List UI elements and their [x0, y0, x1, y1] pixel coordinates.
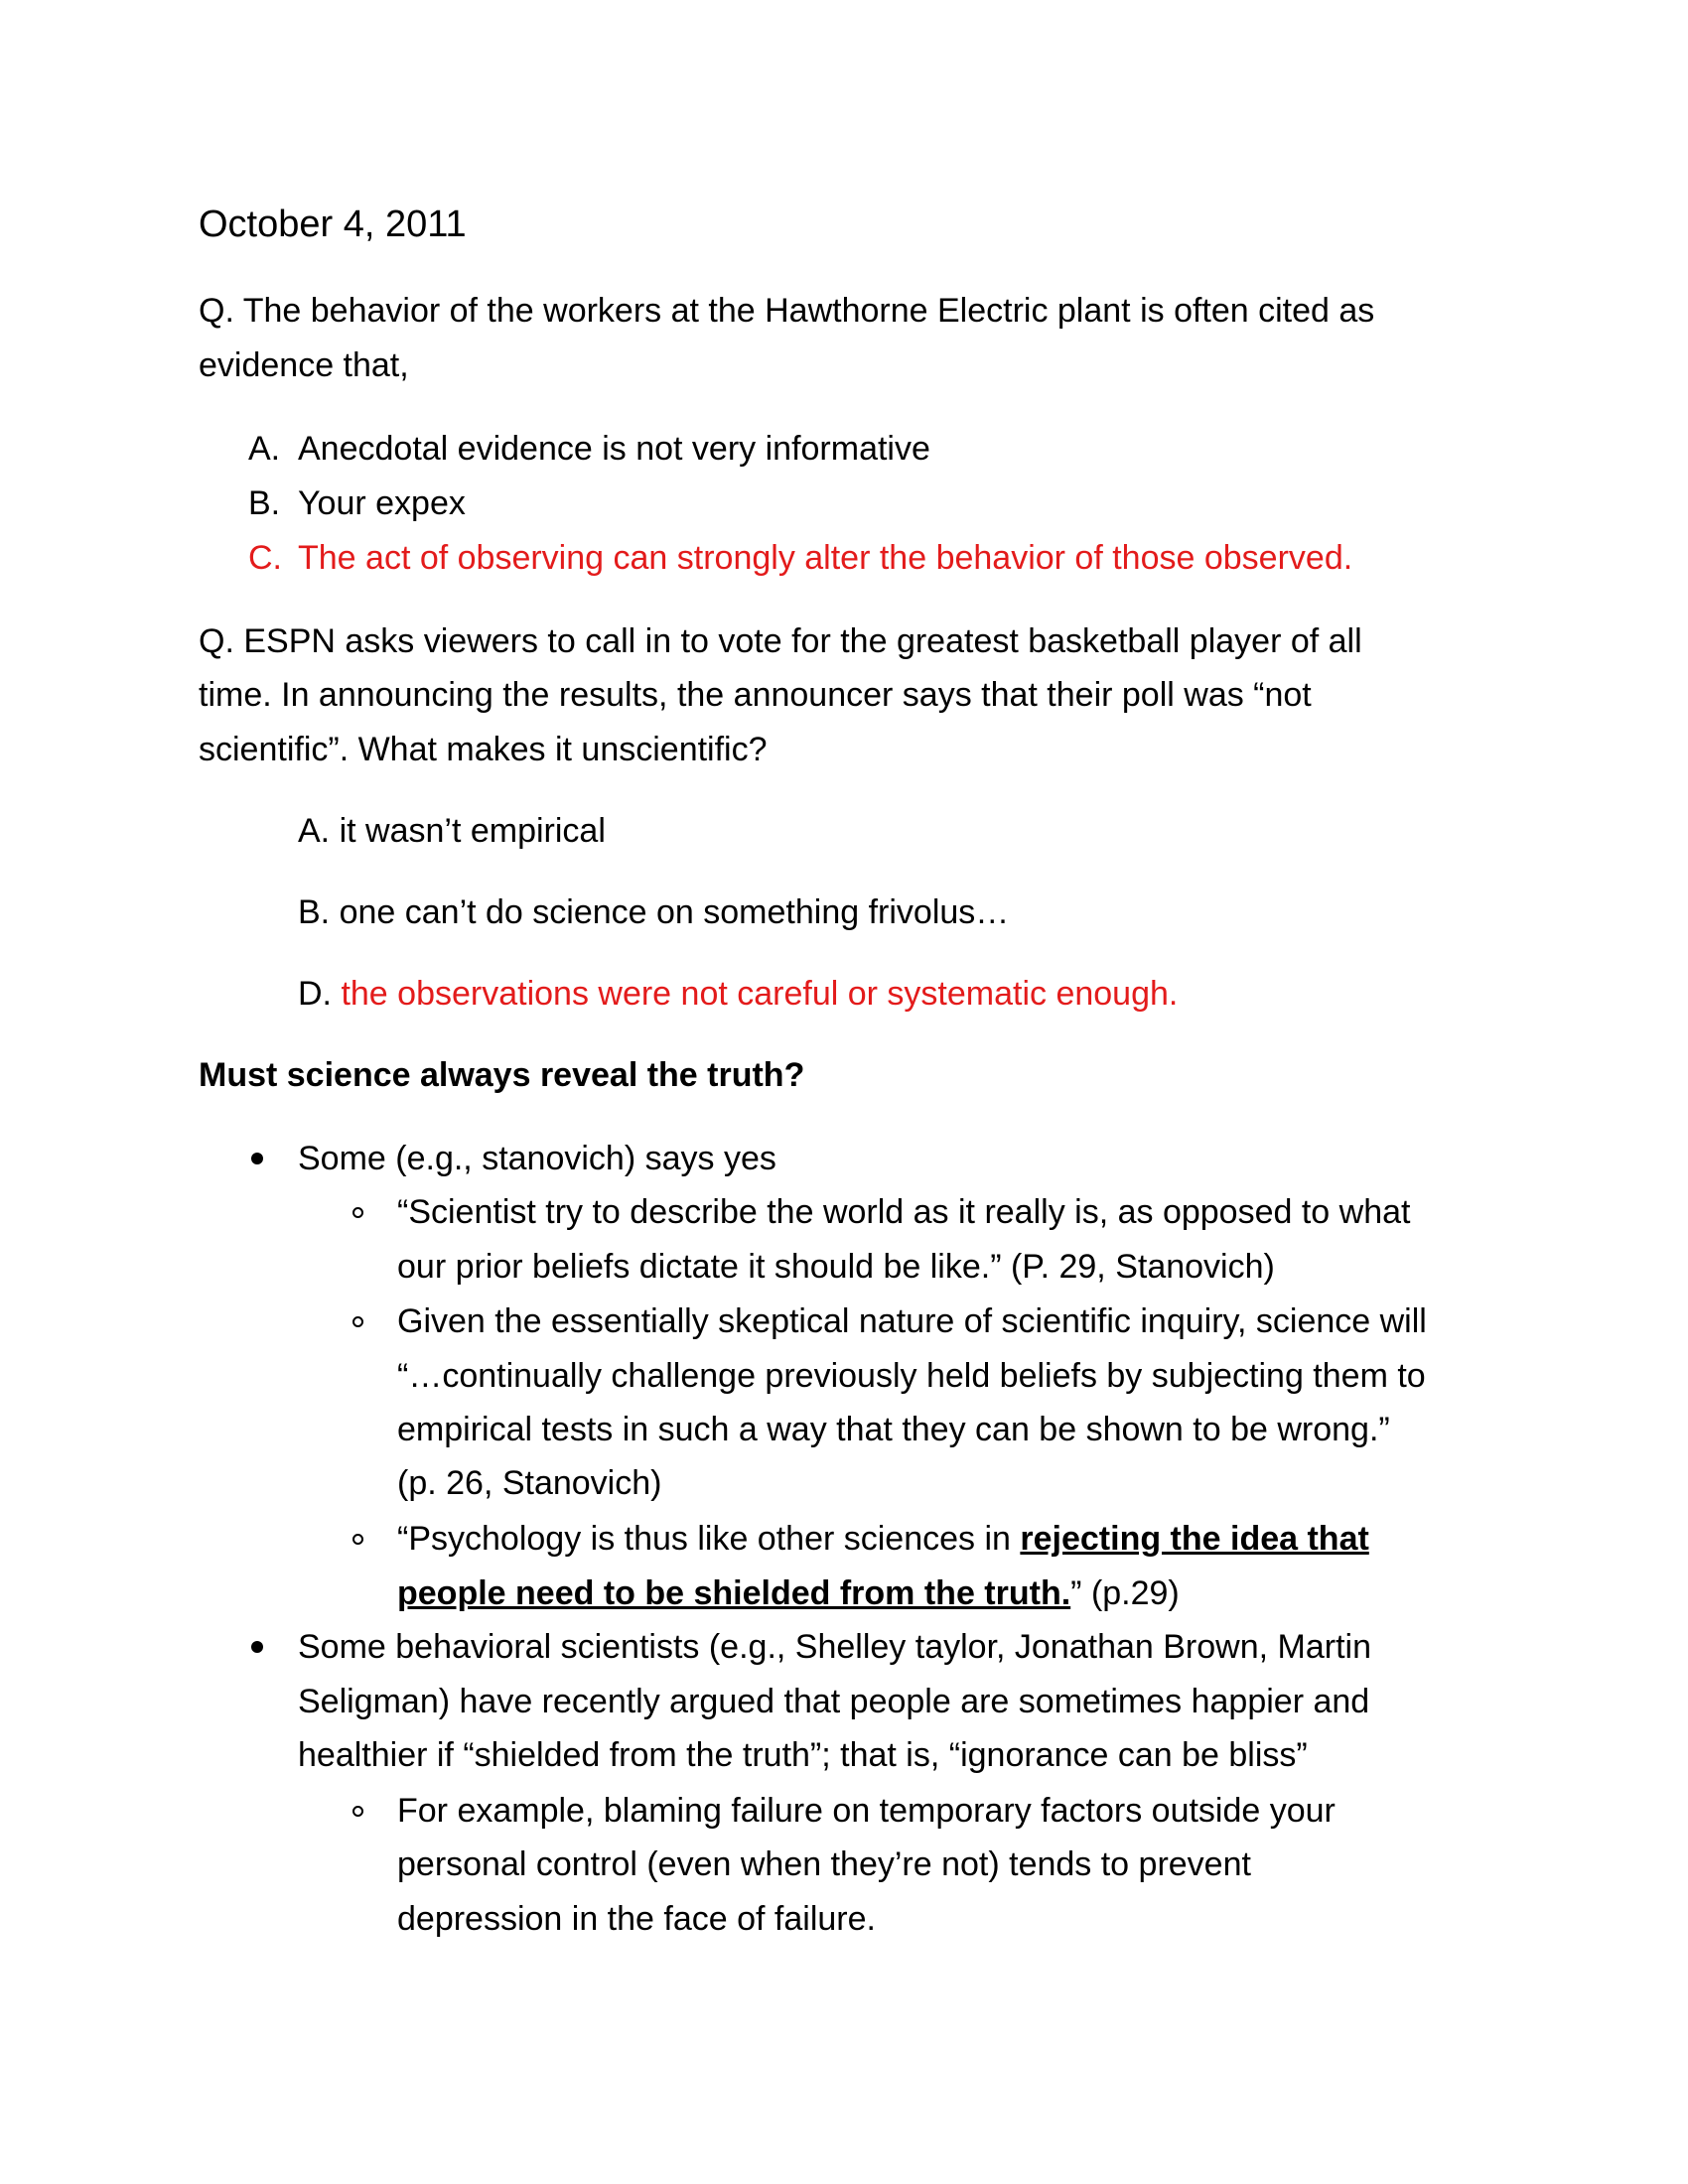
- bullet-disc-icon: [251, 1153, 263, 1164]
- bullet-1-text: Some (e.g., stanovich) says yes: [298, 1140, 776, 1177]
- question-2-line-2: time. In announcing the results, the announcer says that their poll was “not: [199, 676, 1312, 714]
- q1-option-b-letter: B.: [248, 484, 281, 522]
- bullet-2-sub-1-line-1: For example, blaming failure on temporary factors outside your: [397, 1792, 1336, 1830]
- bullet-circle-icon: [352, 1534, 363, 1545]
- bullet-circle-icon: [352, 1806, 363, 1817]
- quote-citation: ” (p.29): [1070, 1574, 1180, 1612]
- q1-option-b-text: Your expex: [298, 484, 466, 522]
- q1-option-c-letter: C.: [248, 539, 282, 577]
- q1-option-a-text: Anecdotal evidence is not very informative: [298, 430, 930, 468]
- question-1-line-2: evidence that,: [199, 346, 409, 384]
- bullet-2-sub-1-line-2: personal control (even when they’re not) tends to prevent: [397, 1845, 1251, 1883]
- q2-option-b-letter: B.: [298, 893, 331, 931]
- quote-lead-text: “Psychology is thus like other sciences in: [397, 1520, 1021, 1558]
- q2-option-a: [298, 811, 606, 851]
- emphasized-quote: rejecting the idea that: [1020, 1520, 1369, 1558]
- bullet-circle-icon: [352, 1207, 363, 1218]
- section-heading: Must science always reveal the truth?: [199, 1056, 805, 1094]
- bullet-1-sub-2-line-2: “…continually challenge previously held beliefs by subjecting them to: [397, 1357, 1426, 1395]
- document-date: October 4, 2011: [199, 204, 467, 245]
- bullet-1-sub-3-line-1: [397, 1519, 1369, 1559]
- question-2-line-3: scientific”. What makes it unscientific?: [199, 731, 768, 768]
- bullet-1-sub-3-line-2: [397, 1573, 1180, 1613]
- q2-option-d: [298, 974, 1178, 1014]
- q2-option-b: [298, 892, 1009, 932]
- bullet-2-line-2: Seligman) have recently argued that people are sometimes happier and: [298, 1683, 1370, 1720]
- q2-option-d-text-correct: the observations were not careful or systematic enough.: [341, 975, 1179, 1013]
- q2-option-a-text: it wasn’t empirical: [339, 812, 606, 850]
- question-1-line-1: Q. The behavior of the workers at the Hawthorne Electric plant is often cited as: [199, 292, 1375, 330]
- bullet-1-sub-1-line-2: our prior beliefs dictate it should be like.” (P. 29, Stanovich): [397, 1248, 1275, 1286]
- q1-option-c-text-correct: The act of observing can strongly alter the behavior of those observed.: [298, 539, 1353, 577]
- bullet-1-sub-1-line-1: “Scientist try to describe the world as it really is, as opposed to what: [397, 1193, 1411, 1231]
- question-2-line-1: Q. ESPN asks viewers to call in to vote for the greatest basketball player of all: [199, 622, 1362, 660]
- bullet-2-line-3: healthier if “shielded from the truth”; that is, “ignorance can be bliss”: [298, 1736, 1308, 1774]
- bullet-disc-icon: [251, 1641, 263, 1653]
- q2-option-d-letter: D.: [298, 975, 332, 1013]
- q1-option-a-letter: A.: [248, 430, 281, 468]
- q2-option-b-text: one can’t do science on something frivolus…: [339, 893, 1010, 931]
- bullet-1-sub-2-line-4: (p. 26, Stanovich): [397, 1464, 662, 1502]
- bullet-1-sub-2-line-3: empirical tests in such a way that they can be shown to be wrong.”: [397, 1411, 1390, 1448]
- emphasized-quote: people need to be shielded from the truth.: [397, 1574, 1071, 1612]
- q2-option-a-letter: A.: [298, 812, 331, 850]
- bullet-2-sub-1-line-3: depression in the face of failure.: [397, 1900, 876, 1938]
- bullet-1-sub-2-line-1: Given the essentially skeptical nature of scientific inquiry, science will: [397, 1302, 1427, 1340]
- bullet-circle-icon: [352, 1316, 363, 1327]
- bullet-2-line-1: Some behavioral scientists (e.g., Shelley taylor, Jonathan Brown, Martin: [298, 1628, 1371, 1666]
